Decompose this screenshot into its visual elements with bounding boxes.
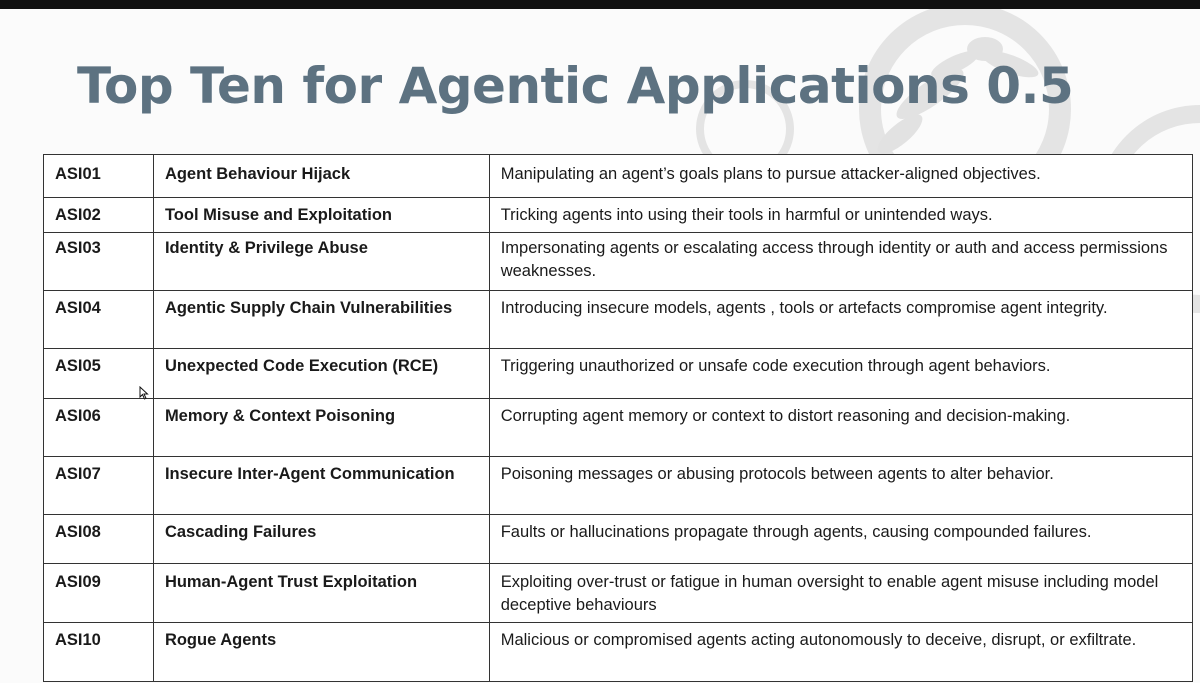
risk-id: ASI06 [44,399,154,457]
risk-name: Unexpected Code Execution (RCE) [153,349,489,399]
risk-name: Human-Agent Trust Exploitation [153,564,489,623]
top-black-bar [0,0,1200,9]
table-row [44,457,1193,515]
risk-description: Manipulating an agent’s goals plans to pursue attacker-aligned objectives. [489,155,1192,198]
risk-name: Cascading Failures [153,515,489,564]
agentic-top-ten-table [43,154,1193,682]
table-row [44,564,1193,623]
table-row [44,623,1193,682]
risk-description: Faults or hallucinations propagate through agents, causing compounded failures. [489,515,1192,564]
risk-description: Exploiting over-trust or fatigue in human oversight to enable agent misuse including model deceptive behaviours [489,564,1192,623]
risk-id: ASI05 [44,349,154,399]
table-row [44,233,1193,291]
table-row [44,349,1193,399]
table-row [44,515,1193,564]
risk-name: Memory & Context Poisoning [153,399,489,457]
risk-id: ASI03 [44,233,154,291]
risk-description: Poisoning messages or abusing protocols between agents to alter behavior. [489,457,1192,515]
risk-name: Insecure Inter-Agent Communication [153,457,489,515]
risk-id: ASI07 [44,457,154,515]
risk-description: Impersonating agents or escalating access through identity or auth and access permissions weaknesses. [489,233,1192,291]
risk-description: Introducing insecure models, agents , tools or artefacts compromise agent integrity. [489,291,1192,349]
risk-name: Agentic Supply Chain Vulnerabilities [153,291,489,349]
table-row [44,291,1193,349]
risk-id: ASI09 [44,564,154,623]
risk-id: ASI10 [44,623,154,682]
risk-name: Agent Behaviour Hijack [153,155,489,198]
risk-description: Tricking agents into using their tools in harmful or unintended ways. [489,198,1192,233]
risk-description: Corrupting agent memory or context to distort reasoning and decision-making. [489,399,1192,457]
risk-description: Triggering unauthorized or unsafe code execution through agent behaviors. [489,349,1192,399]
risk-id: ASI04 [44,291,154,349]
risk-id: ASI08 [44,515,154,564]
table-row [44,198,1193,233]
risk-name: Rogue Agents [153,623,489,682]
risk-description: Malicious or compromised agents acting autonomously to deceive, disrupt, or exfiltrate. [489,623,1192,682]
risk-id: ASI01 [44,155,154,198]
mouse-pointer-icon [139,386,149,400]
table-row [44,399,1193,457]
slide-title: Top Ten for Agentic Applications 0.5 [77,57,1074,115]
slide [0,9,1200,683]
risk-id: ASI02 [44,198,154,233]
risk-name: Identity & Privilege Abuse [153,233,489,291]
risk-name: Tool Misuse and Exploitation [153,198,489,233]
table-row [44,155,1193,198]
